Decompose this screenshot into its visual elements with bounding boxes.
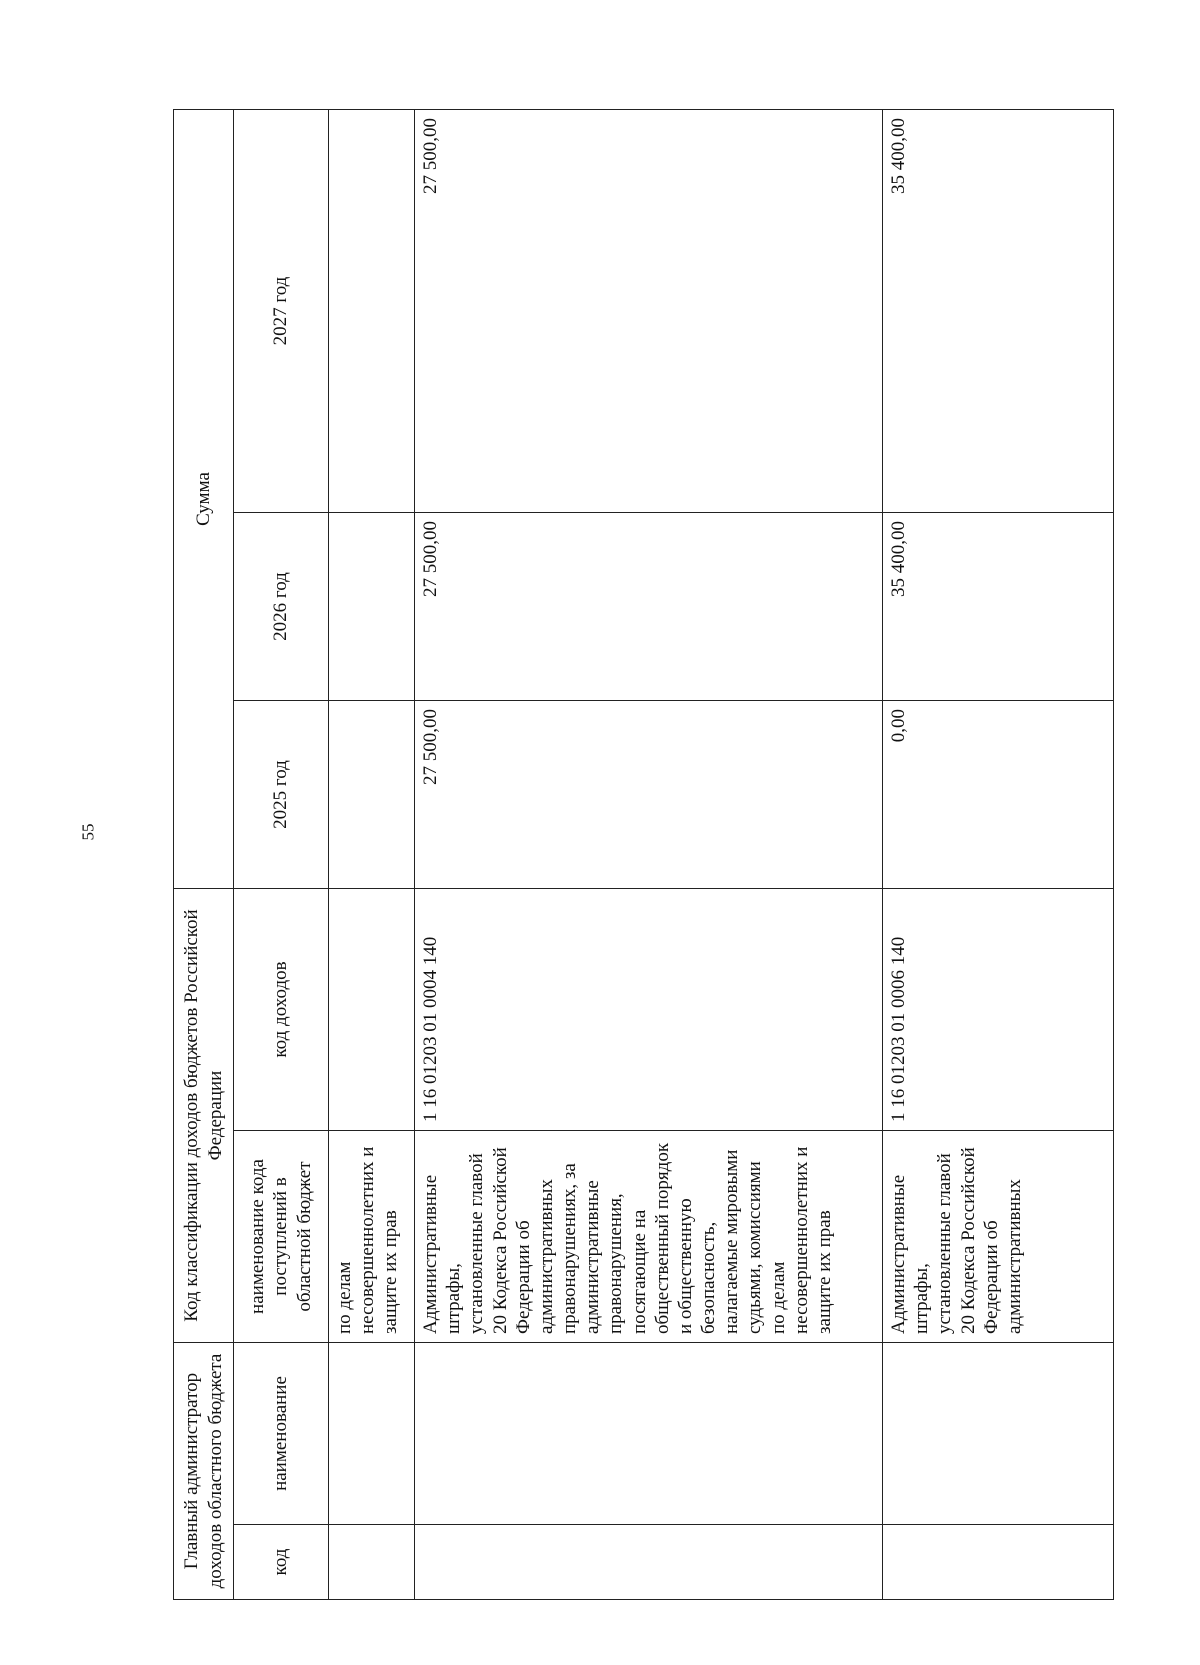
- cell-sum-2027: [329, 109, 415, 512]
- cell-admin-code: [329, 1525, 415, 1600]
- cell-sum-2025: 27 500,00: [415, 701, 883, 889]
- table-row: [415, 109, 883, 1599]
- header-classification-group: Код классификации доходов бюджетов Российской Федерации: [174, 889, 234, 1343]
- cell-sum-2026: [329, 513, 415, 701]
- header-class-name: наименование кода поступлений в областной бюджет: [234, 1131, 329, 1343]
- page-number: 55: [78, 823, 98, 841]
- cell-class-code: [329, 889, 415, 1131]
- header-class-code: код доходов: [234, 889, 329, 1131]
- cell-class-code: 1 16 01203 01 0006 140: [883, 889, 1114, 1131]
- cell-sum-2026: 35 400,00: [883, 513, 1114, 701]
- cell-admin-name: [415, 1343, 883, 1525]
- cell-sum-2026: 27 500,00: [415, 513, 883, 701]
- table-row: [329, 109, 415, 1599]
- cell-class-name: Административные штрафы, установленные главой 20 Кодекса Российской Федерации об административных правонарушениях, за административные правонарушения, посягающие на общественный порядок и общественную безопасность, налагаемые мировыми судьями, комиссиями по делам несовершеннолетних и защите их прав: [415, 1131, 883, 1343]
- cell-class-name: по делам несовершеннолетних и защите их прав: [329, 1131, 415, 1343]
- header-sum-group: Сумма: [174, 109, 234, 888]
- table-row: [883, 109, 1114, 1599]
- cell-sum-2025: 0,00: [883, 701, 1114, 889]
- header-admin-code: код: [234, 1525, 329, 1600]
- cell-class-code: 1 16 01203 01 0004 140: [415, 889, 883, 1131]
- cell-sum-2027: 35 400,00: [883, 109, 1114, 512]
- cell-admin-name: [329, 1343, 415, 1525]
- header-year-2025: 2025 год: [234, 701, 329, 889]
- cell-admin-name: [883, 1343, 1114, 1525]
- header-year-2026: 2026 год: [234, 513, 329, 701]
- header-admin-group: Главный администратор доходов областного бюджета: [174, 1343, 234, 1600]
- cell-class-name: Административные штрафы, установленные главой 20 Кодекса Российской Федерации об административных: [883, 1131, 1114, 1343]
- header-admin-name: наименование: [234, 1343, 329, 1525]
- revenue-table: [173, 109, 1114, 1600]
- header-year-2027: 2027 год: [234, 109, 329, 512]
- cell-admin-code: [415, 1525, 883, 1600]
- document-frame: [173, 110, 1113, 1600]
- cell-sum-2027: 27 500,00: [415, 109, 883, 512]
- cell-sum-2025: [329, 701, 415, 889]
- cell-admin-code: [883, 1525, 1114, 1600]
